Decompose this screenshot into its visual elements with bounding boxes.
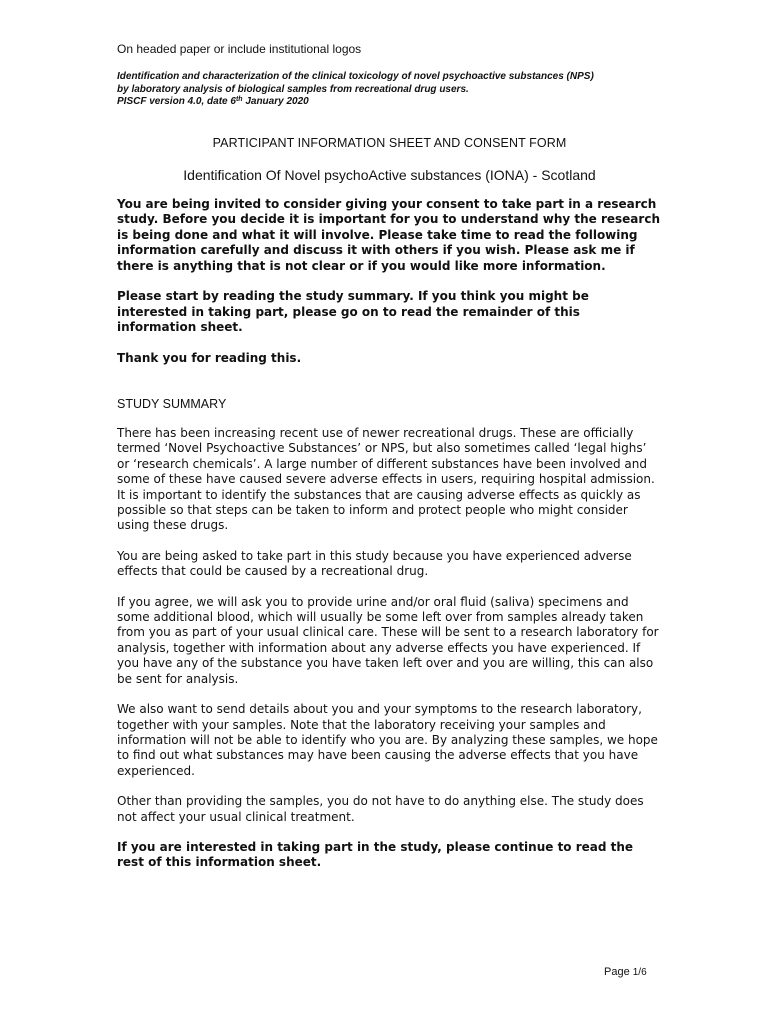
page-number-value: 1/6 xyxy=(632,967,647,978)
study-reference xyxy=(117,71,662,109)
intro-paragraph: You are being invited to consider giving your consent to take part in a research study. Before you decide it is important for you to understand why the research is being done and what it will involve. Please take time to read the following information carefully and discuss it with others if you wish. Please ask me if there is anything that is not clear or if you would like more information. xyxy=(117,196,660,273)
summary-paragraph: If you agree, we will ask you to provide urine and/or oral fluid (saliva) specimens and some additional blood, which will usually be some left over from samples already taken from you as part of your usual clinical care. These will be sent to a research laboratory for analysis, together with information about any adverse effects you have experienced. If you have any of the substance you have taken left over and you are willing, this can also be sent for analysis. xyxy=(117,594,659,686)
summary-paragraph: We also want to send details about you and your symptoms to the research laboratory, together with your samples. Note that the laboratory receiving your samples and information will not be able to identify who you are. By analyzing these samples, we hope to find out what substances may have been causing the adverse effects that you have experienced. xyxy=(117,702,658,778)
version-line xyxy=(117,96,662,109)
page-number-label: Page xyxy=(604,966,633,978)
document-page xyxy=(117,40,662,871)
summary-paragraph: You are being asked to take part in this study because you have experienced adverse effects that could be caused by a recreational drug. xyxy=(117,548,632,579)
header-note: On headed paper or include institutional logos xyxy=(117,42,362,56)
section-heading-study-summary: STUDY SUMMARY xyxy=(117,397,227,411)
study-reference-line-1: Identification and characterization of the clinical toxicology of novel psychoactive substances (NPS) xyxy=(117,71,594,82)
thank-you-text: Thank you for reading this. xyxy=(117,350,302,365)
page-number xyxy=(604,966,647,978)
study-title: Identification Of Novel psychoActive substances (IONA) - Scotland xyxy=(183,166,596,183)
study-reference-line-2: by laboratory analysis of biological samples from recreational drug users. xyxy=(117,83,469,95)
version-superscript: th xyxy=(235,96,243,103)
version-prefix: PISCF version 4.0, date 6 xyxy=(117,96,236,107)
summary-closing-note: If you are interested in taking part in the study, please continue to read the rest of this information sheet. xyxy=(117,839,634,870)
document-title: PARTICIPANT INFORMATION SHEET AND CONSENT FORM xyxy=(212,135,567,150)
version-suffix: January 2020 xyxy=(242,96,309,107)
summary-paragraph: Other than providing the samples, you do not have to do anything else. The study does not affect your usual clinical treatment. xyxy=(117,794,644,824)
summary-paragraph: There has been increasing recent use of newer recreational drugs. These are officially termed ‘Novel Psychoactive Substances’ or NPS, but also sometimes called ‘legal highs’ or ‘research chemicals’. A large number of different substances have been involved and some of these have caused severe adverse effects in users, requiring hospital admission. It is important to identify the substances that are causing adverse effects as quickly as possible so that steps can be taken to inform and protect people who might consider using these drugs. xyxy=(117,426,655,533)
intro-paragraph: Please start by reading the study summary. If you think you might be interested in taking part, please go on to read the remainder of this information sheet. xyxy=(117,289,589,334)
